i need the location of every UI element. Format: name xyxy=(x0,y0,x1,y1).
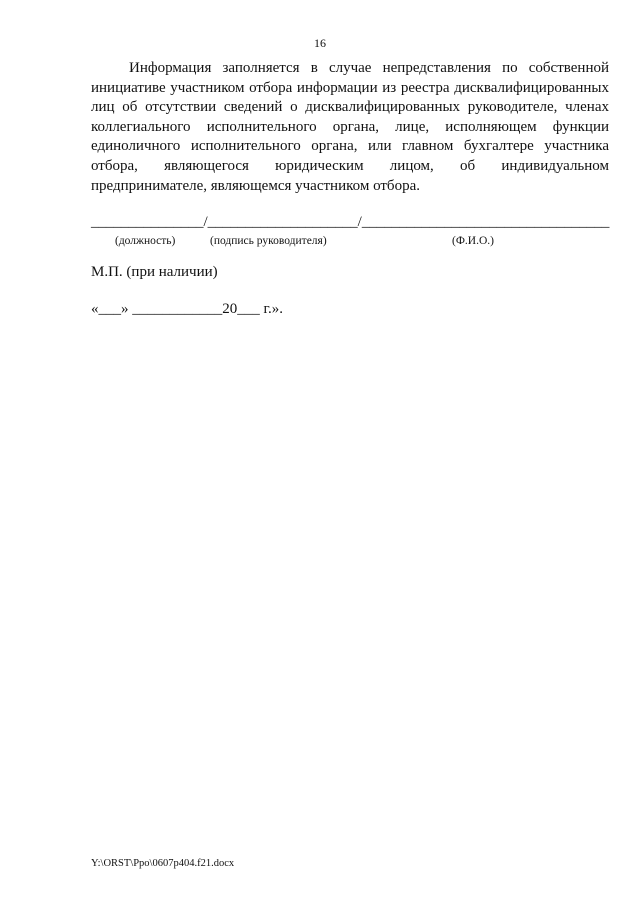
signature-line: _______________/____________________/_________________________________ xyxy=(91,214,610,230)
page-number: 16 xyxy=(314,36,326,50)
caption-signature: (подпись руководителя) xyxy=(210,235,327,247)
stamp-placeholder: М.П. (при наличии) xyxy=(91,264,218,280)
signature-captions xyxy=(0,235,640,251)
caption-fio: (Ф.И.О.) xyxy=(452,235,494,247)
date-line: «___» ____________20___ г.». xyxy=(91,301,283,317)
info-paragraph: Информация заполняется в случае непредставления по собственной инициативе участником отбора информации из реестра дисквалифицированных лиц об отсутствии сведений о дисквалифицированных руководителе, членах коллегиального исполнительного органа, лице, исполняющем функции единоличного исполнительного органа, или главном бухгалтере участника отбора, являющегося юридическим лицом, об индивидуальном предпринимателе, являющемся участником отбора. xyxy=(91,60,609,194)
footer-file-path: Y:\ORST\Ppo\0607p404.f21.docx xyxy=(91,858,235,869)
caption-position: (должность) xyxy=(115,235,176,247)
